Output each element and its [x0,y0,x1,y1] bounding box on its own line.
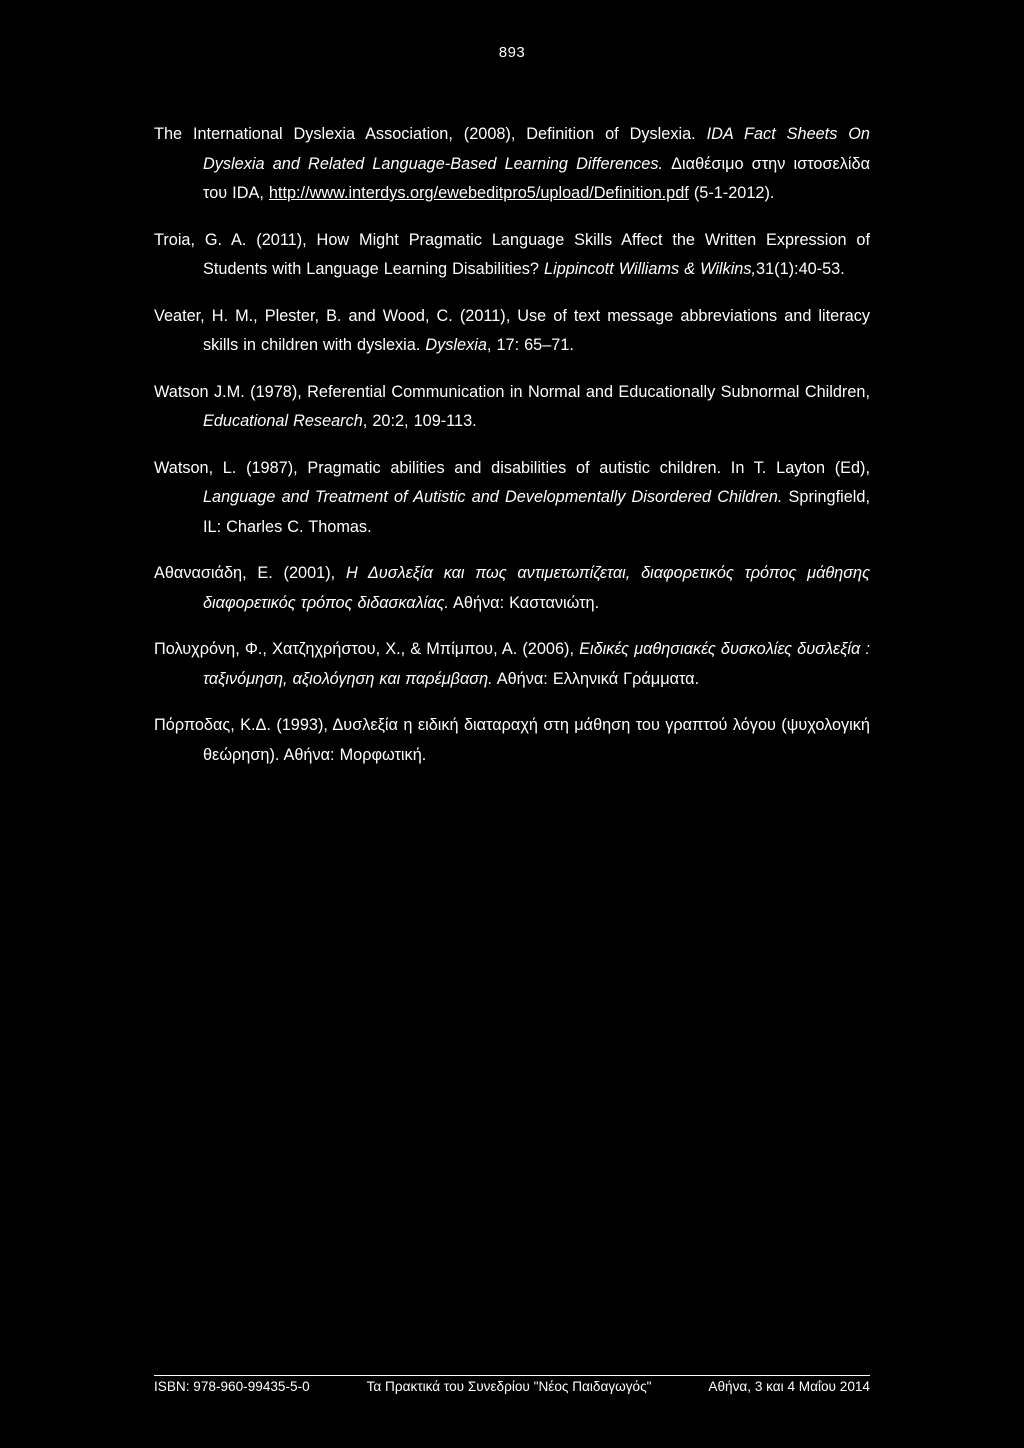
footer-isbn: ISBN: 978-960-99435-5-0 [154,1379,310,1394]
page-number: 893 [498,44,526,61]
reference-text: 31(1):40-53. [756,260,845,278]
reference-source-title: Dyslexia [425,336,487,354]
reference-text: Springfield, IL: Charles C. Thomas. [203,488,870,536]
reference-text: Troia, G. A. (2011), How Might Pragmatic Language Skills Affect the Written Expression of Students with Language Learning Disabilities? [154,230,870,278]
reference-text: Πόρποδας, Κ.Δ. (1993), Δυσλεξία η ειδική διαταραχή στη μάθηση του γραπτού λόγου (ψυχολογική θεώρηση). Αθήνα: Μορφωτική. [154,716,870,764]
reference-veater [154,302,870,361]
reference-porpodas [154,711,870,770]
reference-text: Αθήνα: Καστανιώτη. [448,593,600,612]
reference-source-title: Ειδικές μαθησιακές δυσκολίες δυσλεξία : ταξινόμηση, αξιολόγηση και παρέμβαση. [203,640,870,688]
reference-text: , 17: 65–71. [486,336,574,354]
reference-url-link[interactable]: http://www.interdys.org/ewebeditpro5/upload/Definition.pdf [268,184,689,202]
reference-troia [154,226,870,285]
reference-list [154,120,870,787]
reference-watson-l [154,454,870,543]
footer-date: Αθήνα, 3 και 4 Μαΐου 2014 [708,1379,870,1394]
reference-ida [154,120,870,209]
reference-source-title: Lippincott Williams & Wilkins, [544,260,757,278]
reference-text: Αθήνα: Ελληνικά Γράμματα. [492,669,700,688]
footer-divider [154,1375,870,1376]
footer-proceedings: Τα Πρακτικά του Συνεδρίου "Νέος Παιδαγωγός" [366,1379,652,1394]
page-footer [154,1379,870,1394]
reference-text: The International Dyslexia Association, (2008), Definition of Dyslexia. [154,125,707,143]
reference-text: , 20:2, 109-113. [362,412,477,430]
reference-source-title: IDA Fact Sheets On Dyslexia and Related Language-Based Learning Differences. [203,125,870,173]
reference-text: Διαθέσιμο στην ιστοσελίδα του IDA, [203,154,871,202]
reference-text: (5-1-2012). [688,184,775,202]
reference-watson-jm [154,378,870,437]
reference-text: Watson J.M. (1978), Referential Communication in Normal and Educationally Subnormal Children, [154,382,870,401]
reference-athanasiadi [154,559,870,618]
reference-text: Αθανασιάδη, Ε. (2001), [154,564,346,582]
reference-text: Watson, L. (1987), Pragmatic abilities and disabilities of autistic children. In T. Layton (Ed), [154,458,870,477]
reference-source-title: Language and Treatment of Autistic and Developmentally Disordered Children. [203,488,783,506]
reference-polychroni [154,635,870,694]
reference-text: Πολυχρόνη, Φ., Χατζηχρήστου, Χ., & Μπίμπου, Α. (2006), [154,640,580,658]
reference-text: Veater, H. M., Plester, B. and Wood, C. (2011), Use of text message abbreviations and literacy skills in children with dyslexia. [154,306,870,354]
reference-source-title: Η Δυσλεξία και πως αντιμετωπίζεται, διαφορετικός τρόπος μάθησης διαφορετικός τρόπος διδασκαλίας. [203,564,871,612]
reference-source-title: Educational Research [203,412,363,430]
